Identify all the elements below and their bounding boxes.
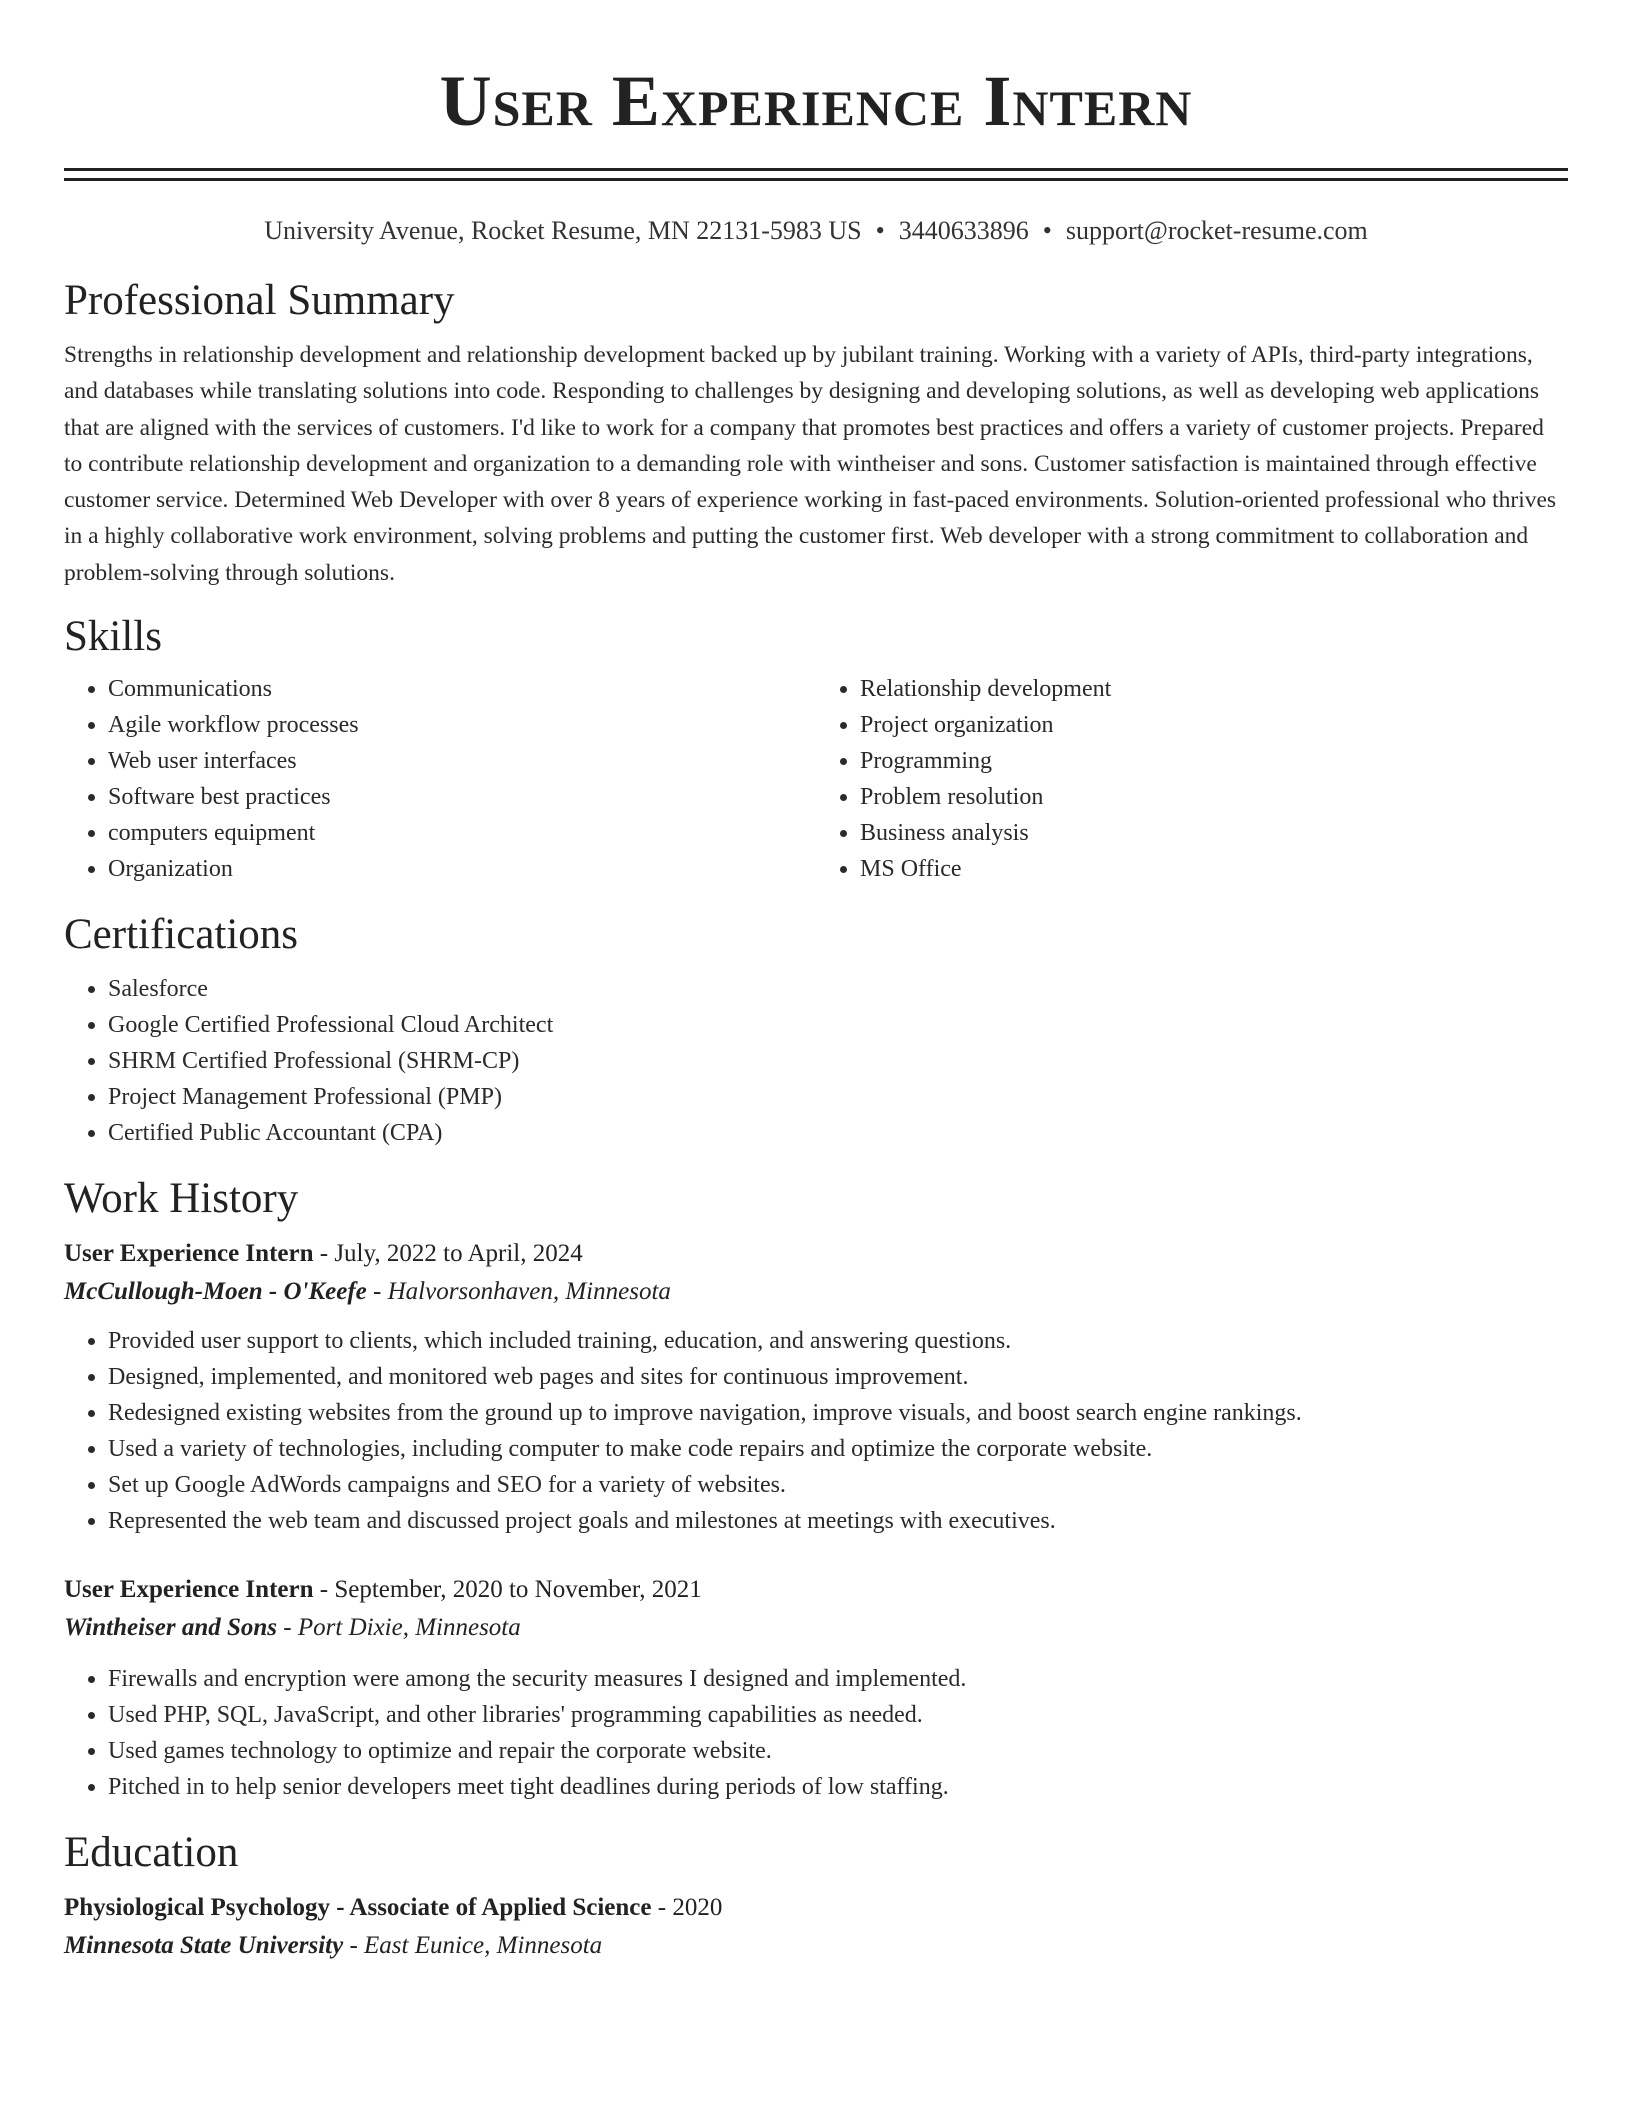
education-degree-line: [64, 1889, 1568, 1927]
work-history-heading: Work History: [64, 1175, 299, 1223]
skills-heading: Skills: [64, 613, 162, 661]
skill-item: • Communications: [108, 671, 816, 707]
job-bullet: • Represented the web team and discussed project goals and milestones at meetings with executives.: [108, 1503, 1568, 1539]
job-company: McCullough-Moen - O'Keefe: [64, 1278, 367, 1306]
certification-item: • SHRM Certified Professional (SHRM-CP): [108, 1043, 1568, 1079]
contact-line: [64, 215, 1568, 247]
skill-item: • Business analysis: [860, 815, 1568, 851]
job-bullets: [64, 1661, 1568, 1805]
skills-section: [64, 611, 1568, 887]
job-bullets: [64, 1323, 1568, 1539]
skills-columns: [64, 671, 1568, 887]
work-history-section: [64, 1173, 1568, 1805]
summary-heading: Professional Summary: [64, 277, 455, 324]
certifications-list: [64, 971, 1568, 1151]
job-bullet: • Used PHP, SQL, JavaScript, and other libraries' programming capabilities as needed.: [108, 1697, 1568, 1733]
job-company-line: [64, 1609, 1568, 1647]
job-bullet: • Designed, implemented, and monitored web pages and sites for continuous improvement.: [108, 1359, 1568, 1395]
job-bullet: • Pitched in to help senior developers meet tight deadlines during periods of low staffing.: [108, 1769, 1568, 1805]
skill-item: • Organization: [108, 851, 816, 887]
certifications-heading: Certifications: [64, 911, 299, 959]
contact-address: University Avenue, Rocket Resume, MN 22131-5983 US: [264, 216, 862, 245]
certification-item: • Google Certified Professional Cloud Architect: [108, 1007, 1568, 1043]
job-company: Wintheiser and Sons: [64, 1614, 278, 1642]
skill-item: • Web user interfaces: [108, 743, 816, 779]
education-degree: Physiological Psychology - Associate of Applied Science: [64, 1894, 652, 1922]
skill-item: • MS Office: [860, 851, 1568, 887]
education-school-line: [64, 1927, 1568, 1965]
skill-item: • Programming: [860, 743, 1568, 779]
job-title-line: [64, 1235, 1568, 1273]
contact-email[interactable]: support@rocket-resume.com: [1065, 216, 1368, 245]
certifications-section: [64, 909, 1568, 1151]
education-section: [64, 1827, 1568, 1965]
job-bullet: • Provided user support to clients, which included training, education, and answering questions.: [108, 1323, 1568, 1359]
summary-text: Strengths in relationship development and relationship development backed up by jubilant training. Working with a variety of APIs, third-party integrations, and databases while translating solutions into code. Responding to challenges by designing and developing solutions, as well as developing web applications that are aligned with the services of customers. I'd like to work for a company that promotes best practices and offers a variety of customer projects. Prepared to contribute relationship development and organization to a demanding role with wintheiser and sons. Customer satisfaction is maintained through effective customer service. Determined Web Developer with over 8 years of experience working in fast-paced environments. Solution-oriented professional who thrives in a highly collaborative work environment, solving problems and putting the customer first. Web developer with a strong commitment to collaboration and problem-solving through solutions.: [64, 342, 1557, 586]
header-divider-top: [64, 168, 1568, 171]
job-title-line: [64, 1571, 1568, 1609]
skill-item: • computers equipment: [108, 815, 816, 851]
education-entry: [64, 1889, 1568, 1965]
job-title: User Experience Intern: [64, 1240, 314, 1268]
summary-section: [64, 275, 1568, 591]
resume-name: User Experience Intern: [439, 61, 1193, 141]
certification-item: • Certified Public Accountant (CPA): [108, 1115, 1568, 1151]
job-entry: [64, 1571, 1568, 1805]
education-school: Minnesota State University: [64, 1932, 344, 1960]
certification-item: • Project Management Professional (PMP): [108, 1079, 1568, 1115]
job-bullet: • Used games technology to optimize and repair the corporate website.: [108, 1733, 1568, 1769]
skill-item: • Agile workflow processes: [108, 707, 816, 743]
job-location: - Port Dixie, Minnesota: [283, 1614, 521, 1642]
education-year: - 2020: [657, 1894, 723, 1922]
header-divider-bottom: [64, 178, 1568, 181]
job-dates: - September, 2020 to November, 2021: [319, 1576, 702, 1604]
job-bullet: • Firewalls and encryption were among the security measures I designed and implemented.: [108, 1661, 1568, 1697]
skills-list-left: [64, 671, 816, 887]
job-location: - Halvorsonhaven, Minnesota: [373, 1278, 671, 1306]
contact-phone: 3440633896: [898, 216, 1029, 245]
skill-item: • Project organization: [860, 707, 1568, 743]
job-entry: [64, 1235, 1568, 1539]
job-bullet: • Redesigned existing websites from the ground up to improve navigation, improve visuals, and boost search engine rankings.: [108, 1395, 1568, 1431]
job-company-line: [64, 1273, 1568, 1311]
skill-item: • Software best practices: [108, 779, 816, 815]
skill-item: • Relationship development: [860, 671, 1568, 707]
skills-list-right: [816, 671, 1568, 887]
education-heading: Education: [64, 1829, 239, 1877]
job-bullet: • Set up Google AdWords campaigns and SEO for a variety of websites.: [108, 1467, 1568, 1503]
job-bullet: • Used a variety of technologies, including computer to make code repairs and optimize the corporate website.: [108, 1431, 1568, 1467]
education-location: - East Eunice, Minnesota: [349, 1932, 603, 1960]
skill-item: • Problem resolution: [860, 779, 1568, 815]
certification-item: • Salesforce: [108, 971, 1568, 1007]
contact-separator: •: [875, 216, 885, 245]
job-title: User Experience Intern: [64, 1576, 314, 1604]
job-dates: - July, 2022 to April, 2024: [319, 1240, 583, 1268]
contact-separator: •: [1042, 216, 1052, 245]
